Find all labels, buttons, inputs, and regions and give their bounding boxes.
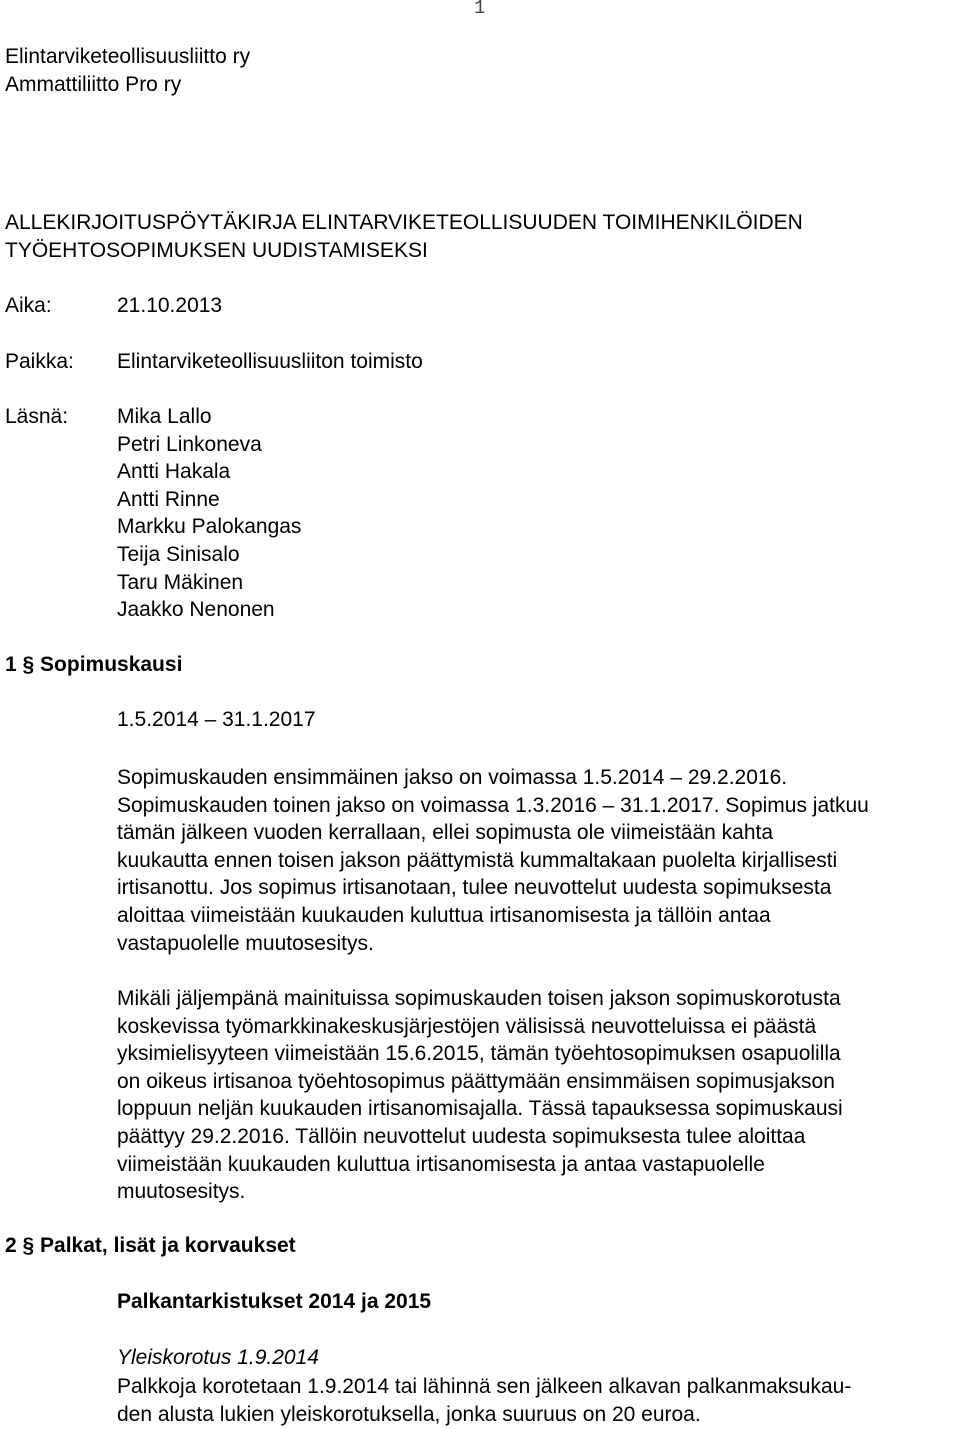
paragraph-line: Sopimuskauden toinen jakso on voimassa 1.3.2016 – 31.1.2017. Sopimus jatkuu: [117, 793, 869, 817]
org-name-2: Ammattiliitto Pro ry: [5, 73, 182, 96]
document-title-line-1: ALLEKIRJOITUSPÖYTÄKIRJA ELINTARVIKETEOLLISUUDEN TOIMIHENKILÖIDEN: [5, 211, 803, 234]
document-title-line-2: TYÖEHTOSOPIMUKSEN UUDISTAMISEKSI: [5, 239, 428, 262]
paragraph-line: Mikäli jäljempänä mainituissa sopimuskauden toisen jakson sopimuskorotusta: [117, 987, 841, 1010]
present-person: Antti Hakala: [117, 460, 231, 484]
paragraph-line: koskevissa työmarkkinakeskusjärjestöjen välisissä neuvotteluissa ei päästä: [117, 1014, 817, 1038]
paragraph-line: loppuun neljän kuukauden irtisanomisajalla. Tässä tapauksessa sopimuskausi: [117, 1097, 843, 1121]
present-person: Teija Sinisalo: [117, 542, 240, 566]
section-1-paragraph-1: [117, 764, 957, 957]
paragraph-line: Sopimuskauden ensimmäinen jakso on voimassa 1.5.2014 – 29.2.2016.: [117, 766, 788, 789]
present-list: [117, 403, 957, 624]
paragraph-line: on oikeus irtisanoa työehtosopimus päättymään ensimmäisen sopimusjakson: [117, 1069, 835, 1093]
general-increase-heading: Yleiskorotus 1.9.2014: [117, 1346, 319, 1369]
paragraph-line: vastapuolelle muutosesitys.: [117, 931, 374, 955]
paragraph-line: kuukautta ennen toisen jakson päättymistä kummaltakaan puolelta kirjallisesti: [117, 848, 838, 872]
paragraph-line: päättyy 29.2.2016. Tällöin neuvottelut uudesta sopimuksesta tulee aloittaa: [117, 1124, 806, 1148]
present-person: Taru Mäkinen: [117, 570, 244, 594]
time-label: Aika:: [5, 294, 52, 317]
present-label: Läsnä:: [5, 405, 69, 428]
section-1-paragraph-2: [117, 985, 957, 1206]
present-person: Markku Palokangas: [117, 515, 302, 539]
page-number: 1: [474, 0, 486, 19]
section-1-heading: 1 § Sopimuskausi: [5, 653, 183, 676]
paragraph-line: tämän jälkeen vuoden kerrallaan, ellei sopimusta ole viimeistään kahta: [117, 821, 774, 845]
section-2-paragraph: [117, 1373, 957, 1428]
contract-period: 1.5.2014 – 31.1.2017: [117, 708, 316, 731]
paragraph-line: aloittaa viimeistään kuukauden kuluttua irtisanomisesta ja tällöin antaa: [117, 903, 771, 927]
section-2-subheading: Palkantarkistukset 2014 ja 2015: [117, 1290, 432, 1313]
time-value: 21.10.2013: [117, 294, 223, 317]
present-person: Mika Lallo: [117, 405, 212, 428]
paragraph-line: Palkkoja korotetaan 1.9.2014 tai lähinnä sen jälkeen alkavan palkanmaksukau-: [117, 1375, 852, 1398]
place-value: Elintarviketeollisuusliiton toimisto: [117, 350, 423, 373]
paragraph-line: yksimielisyyteen viimeistään 15.6.2015, tämän työehtosopimuksen osapuolilla: [117, 1042, 841, 1066]
org-name-1: Elintarviketeollisuusliitto ry: [5, 45, 251, 68]
paragraph-line: irtisanottu. Jos sopimus irtisanotaan, tulee neuvottelut uudesta sopimuksesta: [117, 876, 832, 900]
paragraph-line: viimeistään kuukauden kuluttua irtisanomisesta ja antaa vastapuolelle: [117, 1152, 765, 1176]
present-person: Jaakko Nenonen: [117, 598, 275, 622]
paragraph-line: muutosesitys.: [117, 1180, 246, 1204]
place-label: Paikka:: [5, 350, 74, 373]
present-person: Petri Linkoneva: [117, 432, 262, 456]
paragraph-line: den alusta lukien yleiskorotuksella, jonka suuruus on 20 euroa.: [117, 1402, 701, 1426]
section-2-heading: 2 § Palkat, lisät ja korvaukset: [5, 1234, 296, 1257]
present-person: Antti Rinne: [117, 487, 220, 511]
